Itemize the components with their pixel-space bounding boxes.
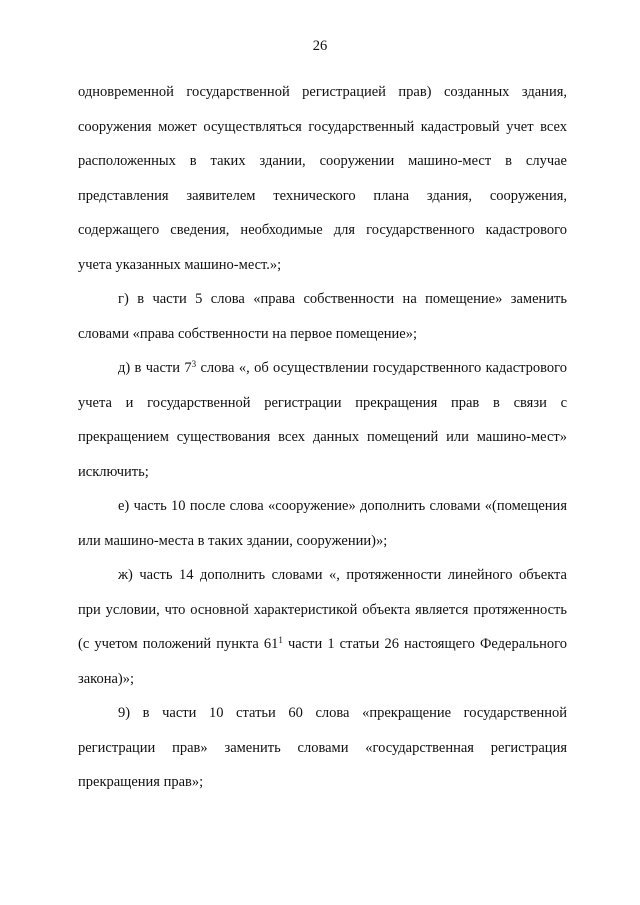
paragraph-zh-text-end: части 1 статьи 26 настоящего Федерального закона)»; [78,636,567,687]
superscript-3: 3 [191,359,197,369]
document-body [78,75,567,800]
paragraph-e: е) часть 10 после слова «сооружение» дополнить словами «(помещения или машино-места в таких здании, сооружении)»; [78,498,567,549]
paragraph-g: г) в части 5 слова «права собственности на помещение» заменить словами «права собственности на первое помещение»; [78,291,567,342]
paragraph-9: 9) в части 10 статьи 60 слова «прекращение государственной регистрации прав» заменить словами «государственная регистрация прекращения прав»; [78,705,567,790]
paragraph-d-text-start: д) в части 7 [118,360,192,376]
paragraph-continuation: одновременной государственной регистрацией прав) созданных здания, сооружения может осуществляться государственный кадастровый учет всех расположенных в таких здании, сооружении машино-мест в случае представления заявителем технического плана здания, сооружения, содержащего сведения, необходимые для государственного кадастрового учета указанных машино-мест.»; [78,84,567,273]
paragraph-zh-text-start: ж) часть 14 дополнить словами «, протяженности линейного объекта при условии, что основной характеристикой объекта является протяженность (с учетом положений пункта 61 [78,567,567,652]
page-number: 26 [312,38,328,54]
paragraph-zh [78,558,567,696]
paragraph-d-text-end: слова «, об осуществлении государственного кадастрового учета и государственной регистрации прекращения прав в связи с прекращением существования всех данных помещений или машино-мест» исключить; [78,360,567,480]
superscript-1: 1 [278,635,283,645]
paragraph-d [78,351,567,489]
